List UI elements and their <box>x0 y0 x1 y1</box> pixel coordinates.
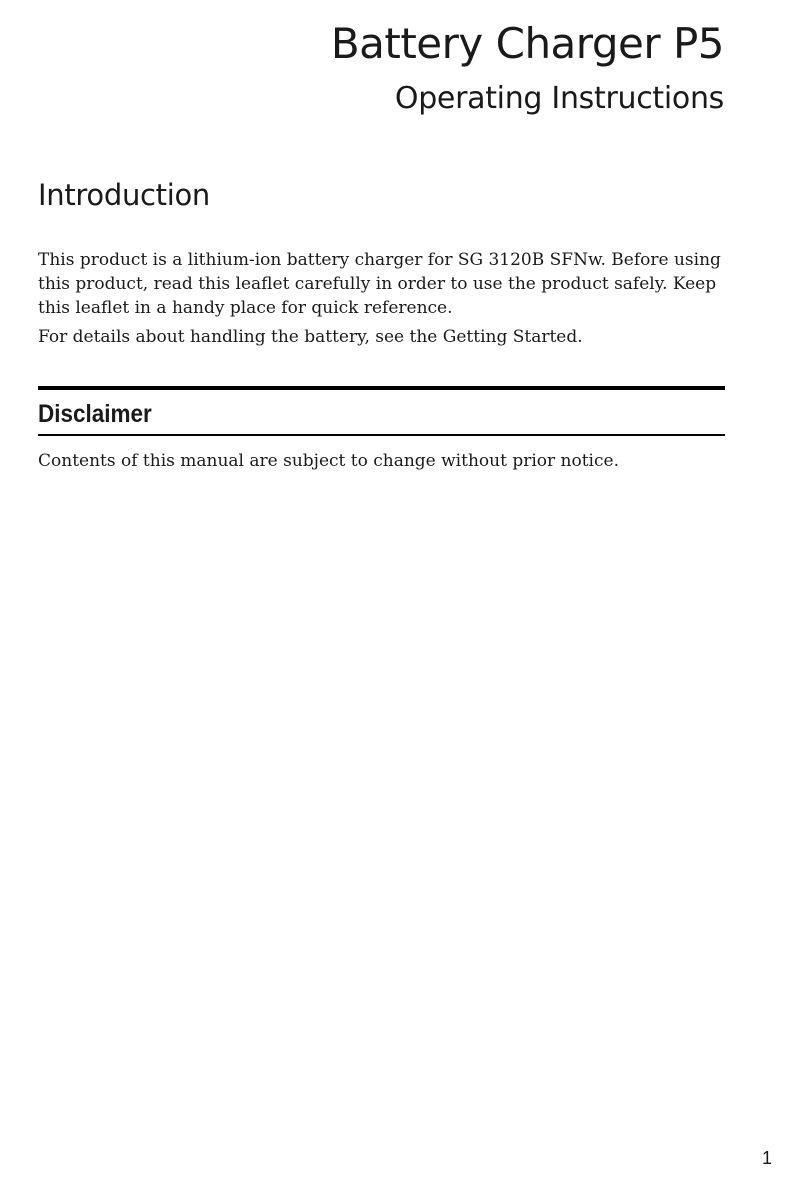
introduction-heading: Introduction <box>38 178 211 212</box>
disclaimer-text: Contents of this manual are subject to change without prior notice. <box>38 451 619 471</box>
document-title: Battery Charger P5 <box>330 19 724 68</box>
introduction-line-1: This product is a lithium-ion battery charger for SG 3120B SFNw. Before using <box>38 250 721 270</box>
disclaimer-heading: Disclaimer <box>38 400 152 428</box>
section-divider-thin <box>38 434 725 436</box>
introduction-paragraph <box>38 248 728 320</box>
introduction-line-3: this leaflet in a handy place for quick reference. <box>38 298 453 318</box>
introduction-body <box>38 248 728 354</box>
page-number: 1 <box>761 1148 772 1168</box>
section-divider-thick <box>38 386 725 390</box>
introduction-line-2: this product, read this leaflet carefully in order to use the product safely. Keep <box>38 274 717 294</box>
document-subtitle: Operating Instructions <box>394 81 724 116</box>
introduction-note: For details about handling the battery, see the Getting Started. <box>38 327 583 347</box>
